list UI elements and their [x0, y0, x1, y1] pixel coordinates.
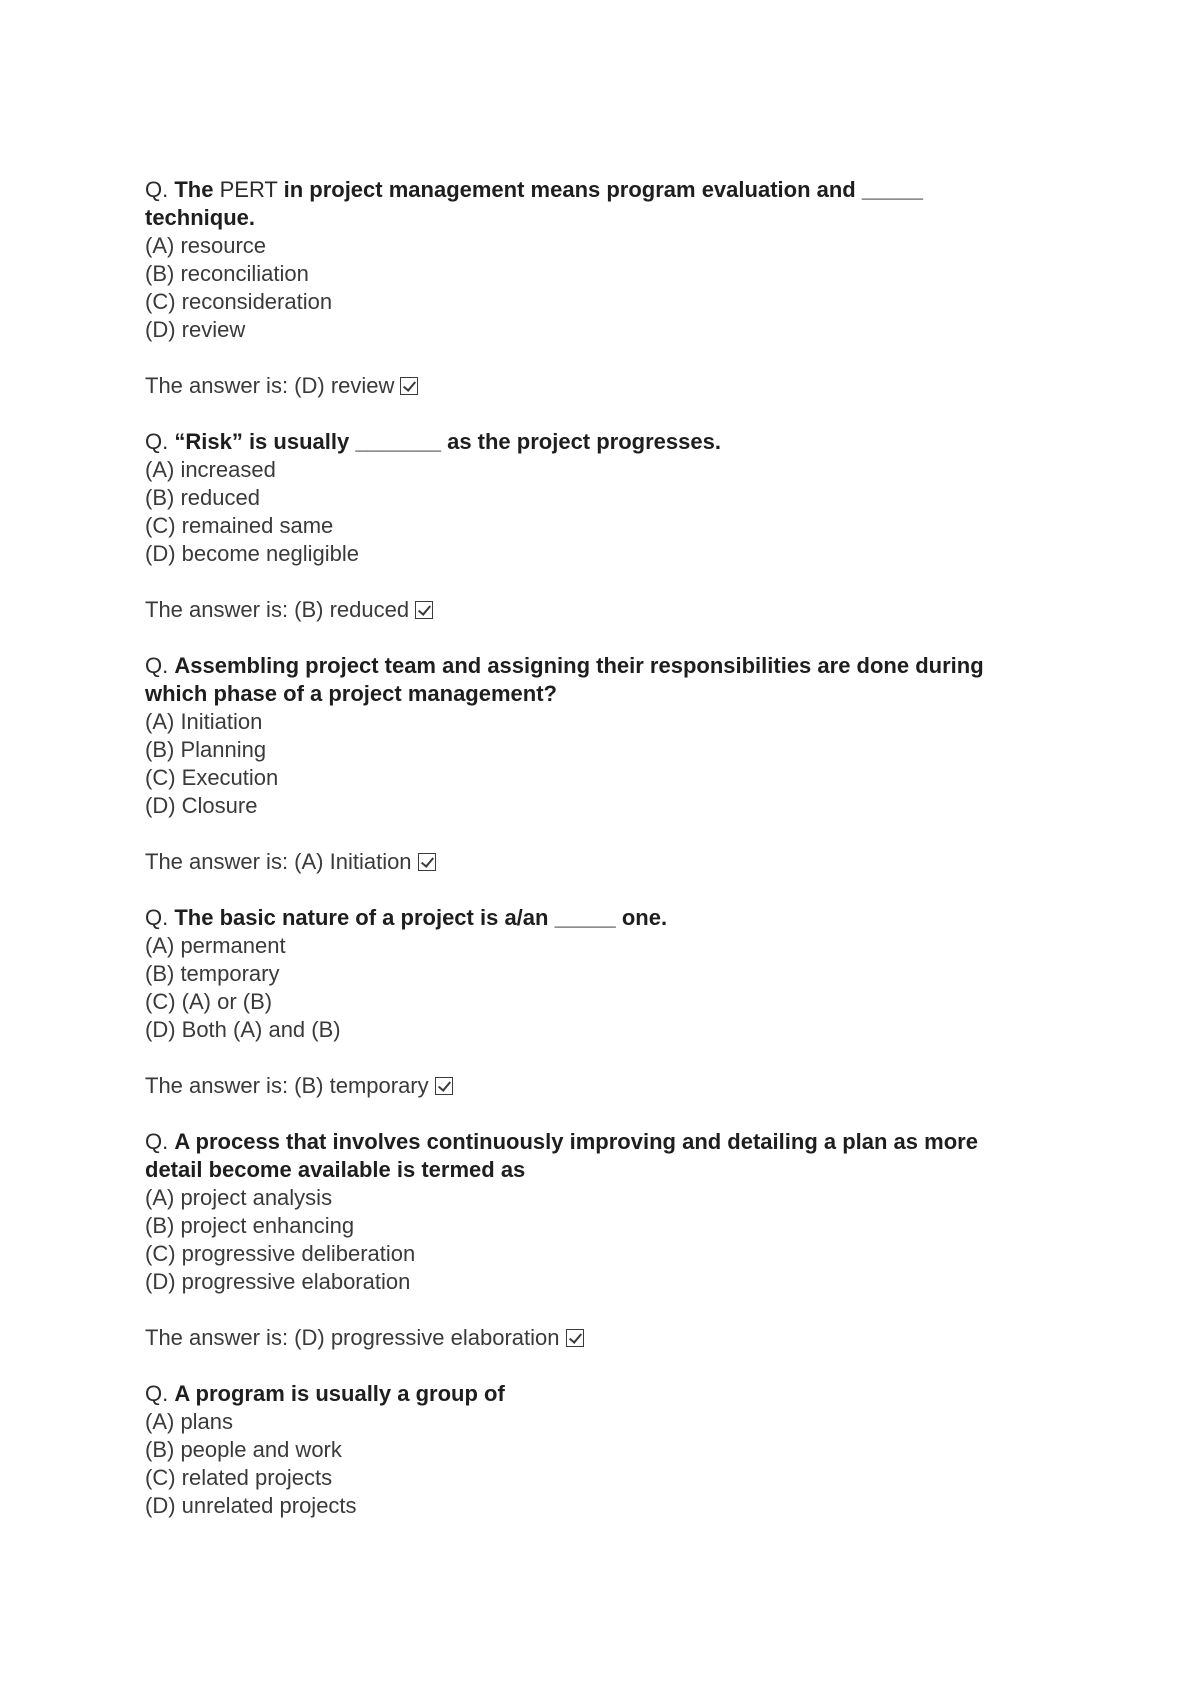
- checkbox-checked-icon: [400, 377, 418, 395]
- question-block: [145, 652, 1025, 876]
- checkbox-checked-icon: [415, 601, 433, 619]
- question-prefix: Q.: [145, 177, 169, 202]
- answer-text: The answer is: (B) temporary: [145, 1073, 429, 1098]
- option-item: (B) Planning: [145, 737, 267, 762]
- option-item: (C) (A) or (B): [145, 989, 273, 1014]
- question-text: [145, 1380, 1025, 1408]
- option-list: [145, 232, 1025, 344]
- option-item: (A) plans: [145, 1409, 234, 1434]
- option-item: (D) Closure: [145, 793, 258, 818]
- question-list: [145, 176, 1025, 1548]
- option-item: (D) unrelated projects: [145, 1493, 357, 1518]
- question-text: [145, 652, 1025, 708]
- answer-text: The answer is: (B) reduced: [145, 597, 410, 622]
- option-item: (D) Both (A) and (B): [145, 1017, 341, 1042]
- question-text: [145, 176, 1025, 232]
- question-block: [145, 1128, 1025, 1352]
- option-item: (D) progressive elaboration: [145, 1269, 411, 1294]
- option-item: (C) Execution: [145, 765, 279, 790]
- option-item: (A) increased: [145, 457, 276, 482]
- answer-line: [145, 848, 1025, 876]
- checkbox-checked-icon: [435, 1077, 453, 1095]
- option-list: [145, 456, 1025, 568]
- answer-text: The answer is: (D) review: [145, 373, 395, 398]
- option-list: [145, 1184, 1025, 1296]
- option-item: (D) become negligible: [145, 541, 359, 566]
- option-item: (A) permanent: [145, 933, 286, 958]
- question-text: [145, 1128, 1025, 1184]
- question-prefix: Q.: [145, 905, 169, 930]
- question-part: PERT: [213, 177, 284, 202]
- answer-text: The answer is: (A) Initiation: [145, 849, 412, 874]
- option-item: (B) temporary: [145, 961, 280, 986]
- option-item: (A) project analysis: [145, 1185, 333, 1210]
- question-part: in project management means program evaluation and _____ technique.: [145, 177, 924, 230]
- question-part: The basic nature of a project is a/an _____ one.: [174, 905, 668, 930]
- question-prefix: Q.: [145, 1129, 169, 1154]
- question-block: [145, 176, 1025, 400]
- checkbox-checked-icon: [566, 1329, 584, 1347]
- option-item: (C) related projects: [145, 1465, 333, 1490]
- question-prefix: Q.: [145, 1381, 169, 1406]
- question-text: [145, 904, 1025, 932]
- option-item: (B) reduced: [145, 485, 260, 510]
- option-list: [145, 932, 1025, 1044]
- option-item: (C) remained same: [145, 513, 334, 538]
- question-prefix: Q.: [145, 653, 169, 678]
- checkbox-checked-icon: [418, 853, 436, 871]
- answer-line: [145, 372, 1025, 400]
- question-block: [145, 428, 1025, 624]
- answer-line: [145, 1072, 1025, 1100]
- question-part: A program is usually a group of: [174, 1381, 505, 1406]
- option-item: (A) Initiation: [145, 709, 263, 734]
- question-part: Assembling project team and assigning their responsibilities are done during which phase of a project management?: [145, 653, 984, 706]
- option-list: [145, 1408, 1025, 1520]
- question-part: “Risk” is usually _______ as the project progresses.: [174, 429, 721, 454]
- question-block: [145, 904, 1025, 1100]
- option-item: (B) reconciliation: [145, 261, 309, 286]
- question-text: [145, 428, 1025, 456]
- option-item: (C) progressive deliberation: [145, 1241, 416, 1266]
- question-block: [145, 1380, 1025, 1520]
- option-item: (D) review: [145, 317, 246, 342]
- question-part: A process that involves continuously improving and detailing a plan as more detail become available is termed as: [145, 1129, 978, 1182]
- question-prefix: Q.: [145, 429, 169, 454]
- option-item: (C) reconsideration: [145, 289, 333, 314]
- option-item: (B) project enhancing: [145, 1213, 355, 1238]
- option-list: [145, 708, 1025, 820]
- answer-text: The answer is: (D) progressive elaboration: [145, 1325, 560, 1350]
- question-part: The: [174, 177, 214, 202]
- answer-line: [145, 596, 1025, 624]
- option-item: (A) resource: [145, 233, 267, 258]
- option-item: (B) people and work: [145, 1437, 342, 1462]
- answer-line: [145, 1324, 1025, 1352]
